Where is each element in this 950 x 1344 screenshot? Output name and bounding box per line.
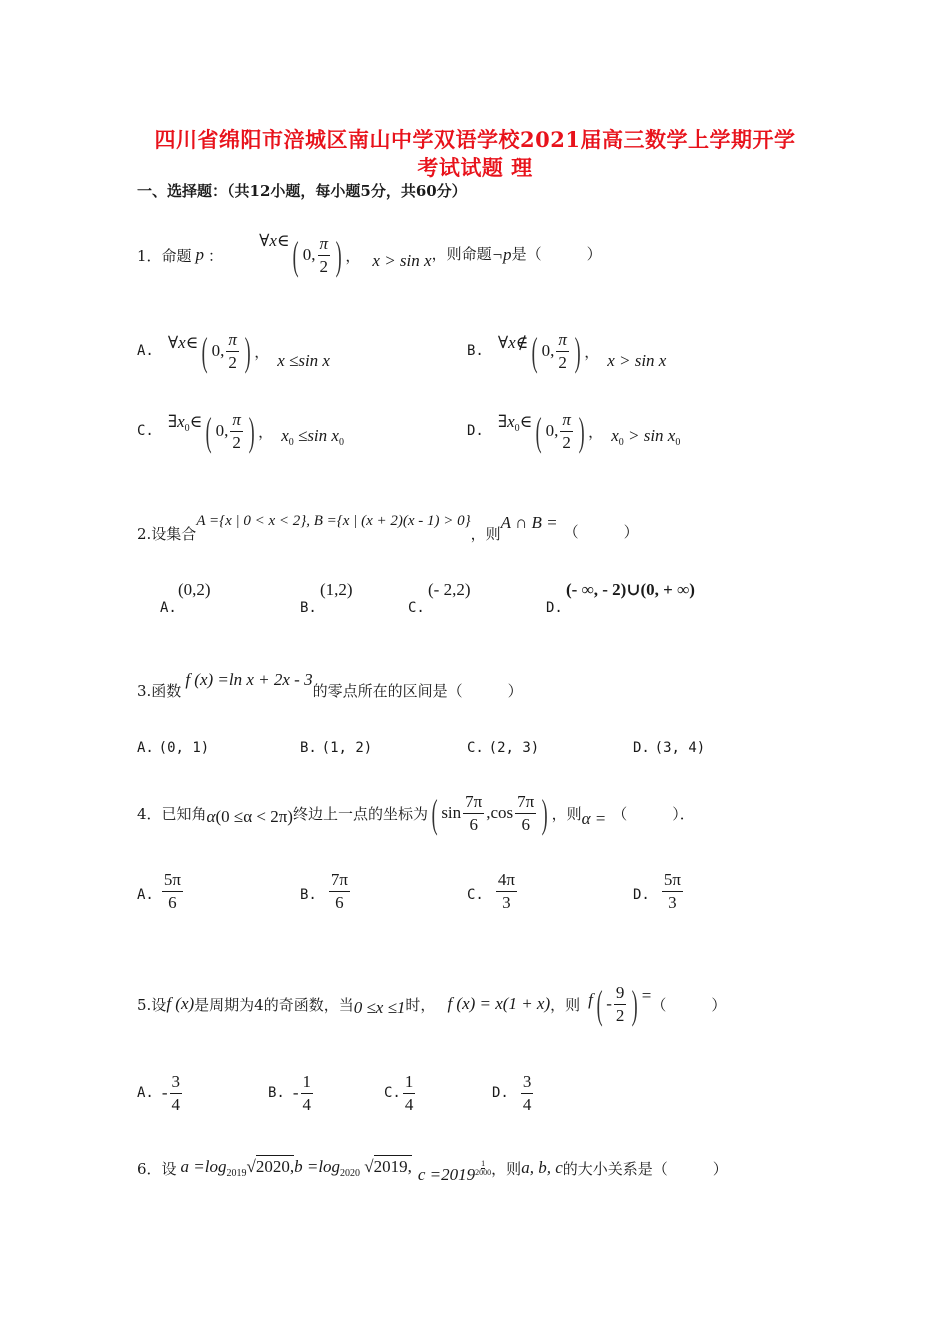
sub: 0 — [618, 437, 624, 448]
q5-option-a — [137, 1068, 184, 1118]
q1-colon: ： — [208, 246, 224, 265]
frac-den: 4 — [302, 1094, 312, 1114]
frac-num: π — [226, 330, 239, 352]
rparen: ) — [632, 981, 639, 1027]
q6-number: 6．设 — [137, 1159, 177, 1178]
q4-option-c — [467, 866, 519, 916]
q3-text2: 的零点所在的区间是（ ） — [312, 681, 523, 700]
c2: > sin x — [623, 426, 676, 445]
q1-negation: ¬p — [491, 245, 512, 264]
question-4 — [137, 788, 695, 838]
q4-text3: ，则 — [551, 804, 582, 823]
frac-den: 2 — [562, 432, 571, 452]
q6-a: $a =\log_{2019}√2020$, — [180, 1157, 295, 1179]
option-label: C. — [384, 1085, 401, 1101]
q1-text2: ，则命题 — [431, 244, 492, 263]
option-fraction — [170, 1072, 183, 1114]
a-radicand: 2020, — [255, 1157, 295, 1176]
frac-den: 2 — [228, 352, 237, 372]
q4-paren: （ ）． — [612, 804, 695, 823]
comma: ， — [584, 342, 600, 361]
option-label: D. — [633, 887, 650, 903]
q6-text3: 的大小关系是（ ） — [562, 1159, 728, 1178]
frac-num: 9 — [614, 983, 627, 1005]
option-fraction — [496, 870, 517, 912]
frac-den: 6 — [168, 892, 177, 912]
option-label: D. — [467, 423, 484, 439]
option-condition: x > sin x — [607, 351, 667, 370]
option-fraction — [162, 870, 183, 912]
question-3 — [137, 664, 523, 704]
option-value: (0, 1) — [158, 740, 210, 756]
option-label: B. — [268, 1085, 285, 1101]
frac-den: 2 — [615, 1005, 625, 1025]
option-sign: - — [161, 1083, 168, 1102]
question-6 — [137, 1148, 728, 1188]
q5-text2: 是周期为4的奇函数，当 — [194, 995, 354, 1014]
q1-option-d — [467, 406, 680, 456]
q5-eq: = — [641, 986, 652, 1005]
rparen: ) — [574, 328, 581, 374]
q2-expression2: A ∩ B = — [500, 513, 558, 532]
comma: ， — [258, 422, 274, 441]
option-label: C. — [467, 740, 484, 756]
option-lower: 0, — [215, 421, 229, 440]
rparen: ) — [541, 790, 548, 836]
lparen: ( — [531, 328, 538, 374]
q6-b: $b =\log_{2020}$ √2019, — [294, 1157, 412, 1179]
q1-lower: 0, — [302, 245, 316, 264]
q1-p: p — [195, 245, 205, 264]
option-condition — [281, 426, 344, 448]
a-base: 2019 — [226, 1168, 247, 1179]
option-condition: x ≤sin x — [277, 351, 330, 370]
frac-den: 6 — [335, 892, 344, 912]
q6-text2: ，则 — [491, 1159, 522, 1178]
q4-expression3: α = — [581, 809, 607, 828]
quant2: ∈ — [189, 412, 203, 431]
frac-num: π — [230, 410, 243, 432]
q1-rparen: ) — [335, 232, 342, 278]
option-label: D. — [633, 740, 650, 756]
option-value: (- 2,2) — [428, 580, 471, 599]
q1-number: 1．命题 — [137, 246, 192, 265]
a-log: a =log — [180, 1157, 227, 1176]
q2-text2: ，则 — [470, 524, 501, 543]
option-label: C. — [137, 423, 154, 439]
comma: ， — [254, 342, 270, 361]
q1-text3: 是（ ） — [511, 244, 602, 263]
q5-number: 5.设 — [137, 995, 167, 1014]
q3-option-c — [467, 738, 539, 756]
option-value: (3, 4) — [654, 740, 706, 756]
option-condition — [611, 426, 680, 448]
q1-comma: ， — [345, 246, 361, 265]
option-label: D. — [492, 1085, 509, 1101]
option-fraction — [226, 330, 239, 372]
page-title-line2: 考试试题 理 — [417, 155, 533, 180]
frac-num: 3 — [170, 1072, 183, 1094]
q4-frac1 — [463, 792, 484, 834]
frac-den: 6 — [469, 814, 478, 834]
q1-condition: x > sin x — [372, 251, 432, 270]
frac-den: 3 — [502, 892, 511, 912]
option-label: D. — [546, 600, 563, 616]
sub2: 0 — [675, 437, 681, 448]
lparen: ( — [596, 981, 603, 1027]
option-quantifier: ∀x∉ — [497, 333, 529, 352]
option-value: (1, 2) — [321, 740, 373, 756]
q2-number: 2.设集合 — [137, 524, 197, 543]
c-exponent — [475, 1160, 491, 1179]
q5-paren: （ ） — [651, 995, 727, 1014]
q5-text3: 时， — [405, 995, 436, 1014]
question-1 — [137, 230, 602, 280]
quant: ∃x — [497, 412, 515, 431]
option-quantifier — [168, 412, 202, 434]
q1-fraction — [318, 234, 331, 276]
option-quantifier — [498, 412, 532, 434]
q4-sin: sin — [441, 803, 462, 822]
frac-den: 2 — [232, 432, 241, 452]
b-log: b =log — [294, 1157, 341, 1176]
q3-expression: f (x) =ln x + 2x - 3 — [185, 670, 313, 689]
q3-number: 3.函数 — [137, 681, 182, 700]
section-heading: 一、选择题：（共12小题，每小题5分，共60分） — [137, 182, 467, 200]
option-value: (- ∞, - 2)∪(0, + ∞) — [566, 580, 695, 599]
q5-option-d — [492, 1068, 535, 1118]
option-label: B. — [300, 887, 317, 903]
frac-den: 2 — [558, 352, 567, 372]
frac-num: 1 — [403, 1072, 416, 1094]
q1-option-a — [137, 326, 330, 376]
q5-range: 0 ≤x ≤1 — [353, 998, 406, 1017]
frac-num: 1 — [301, 1072, 314, 1094]
q1-frac-num: π — [318, 234, 331, 256]
q3-option-d — [633, 738, 705, 756]
q1-quantifier: ∀x∈ — [259, 231, 290, 250]
c2: ≤sin x — [293, 426, 339, 445]
q5-text4: ，则 — [550, 995, 581, 1014]
b-base: 2020 — [340, 1168, 361, 1179]
frac-num: 5π — [162, 870, 183, 892]
q6-abc: a, b, c — [521, 1158, 563, 1177]
comma: ， — [588, 422, 604, 441]
q4-frac2 — [515, 792, 536, 834]
option-lower: 0, — [211, 341, 225, 360]
page-title-line1: 四川省绵阳市涪城区南山中学双语学校2021届高三数学上学期开学 — [154, 127, 796, 152]
option-fraction — [301, 1072, 314, 1114]
option-lower: 0, — [541, 341, 555, 360]
option-value: (1,2) — [320, 580, 353, 599]
frac-num: 4π — [496, 870, 517, 892]
frac-num: π — [560, 410, 573, 432]
option-label: A. — [137, 343, 154, 359]
option-label: C. — [408, 600, 425, 616]
q5-fraction — [614, 983, 627, 1025]
frac-num: 7π — [515, 792, 536, 814]
q4-alpha: α — [206, 807, 216, 826]
exp-den: 2000 — [475, 1168, 492, 1178]
c-val: c =2019 — [417, 1164, 476, 1184]
q4-option-a — [137, 866, 185, 916]
option-fraction — [560, 410, 573, 452]
c1: x — [611, 426, 619, 445]
rparen: ) — [578, 408, 585, 454]
frac-num: 7π — [463, 792, 484, 814]
option-value: (2, 3) — [488, 740, 540, 756]
lparen: ( — [201, 328, 208, 374]
option-label: A. — [160, 600, 177, 616]
q4-cos: ,cos — [486, 803, 514, 822]
option-quantifier: ∀x∈ — [167, 333, 199, 352]
option-label: B. — [300, 740, 317, 756]
frac-den: 4 — [171, 1094, 181, 1114]
exp-num: 1 — [481, 1158, 486, 1168]
q4-option-b — [300, 866, 352, 916]
rparen: ) — [244, 328, 251, 374]
q1-option-c — [137, 406, 344, 456]
option-fraction — [329, 870, 350, 912]
option-label: C. — [467, 887, 484, 903]
q1-option-b — [467, 326, 666, 376]
lparen: ( — [431, 790, 438, 836]
q2-paren: （ ） — [563, 522, 639, 541]
option-label: B. — [467, 343, 484, 359]
option-sign: - — [292, 1083, 299, 1102]
q4-range: (0 ≤α < 2π) — [215, 807, 293, 826]
q4-option-d — [633, 866, 685, 916]
option-fraction — [556, 330, 569, 372]
q2-expression: A ={x | 0 < x < 2}, B ={x | (x + 2)(x - 1) > 0} — [196, 512, 471, 529]
q1-frac-den: 2 — [319, 256, 329, 276]
c1: x — [281, 426, 289, 445]
q4-number: 4．已知角 — [137, 804, 207, 823]
q5-fx: f (x) — [166, 994, 195, 1013]
option-value: (0,2) — [178, 580, 211, 599]
quant: ∃x — [167, 412, 185, 431]
q5-f: f — [588, 990, 593, 1009]
option-label: A. — [137, 740, 154, 756]
q5-option-b — [268, 1068, 315, 1118]
sub: 0 — [288, 437, 294, 448]
frac-num: π — [556, 330, 569, 352]
frac-den: 6 — [521, 814, 530, 834]
option-fraction — [521, 1072, 534, 1114]
sub: 0 — [184, 423, 190, 434]
q4-text2: 终边上一点的坐标为 — [292, 804, 428, 823]
rparen: ) — [248, 408, 255, 454]
q5-minus: - — [606, 994, 612, 1013]
q1-lparen: ( — [293, 232, 300, 278]
lparen: ( — [205, 408, 212, 454]
option-lower: 0, — [545, 421, 559, 440]
q3-option-a — [137, 738, 209, 756]
frac-den: 3 — [668, 892, 677, 912]
option-label: A. — [137, 887, 154, 903]
q5-option-c — [384, 1068, 417, 1118]
frac-den: 4 — [522, 1094, 532, 1114]
quant2: ∈ — [519, 412, 533, 431]
option-label: A. — [137, 1085, 154, 1101]
question-2 — [137, 505, 639, 545]
q6-c — [418, 1160, 491, 1185]
frac-num: 7π — [329, 870, 350, 892]
question-5 — [137, 978, 726, 1030]
frac-den: 4 — [404, 1094, 414, 1114]
frac-num: 3 — [521, 1072, 534, 1094]
q5-definition: f (x) = x(1 + x) — [447, 994, 551, 1013]
frac-num: 5π — [662, 870, 683, 892]
option-label: B. — [300, 600, 317, 616]
sub2: 0 — [338, 437, 344, 448]
q3-option-b — [300, 738, 372, 756]
sub: 0 — [514, 423, 520, 434]
option-fraction — [662, 870, 683, 912]
b-radicand: 2019, — [373, 1157, 412, 1176]
option-fraction — [403, 1072, 416, 1114]
lparen: ( — [535, 408, 542, 454]
option-fraction — [230, 410, 243, 452]
